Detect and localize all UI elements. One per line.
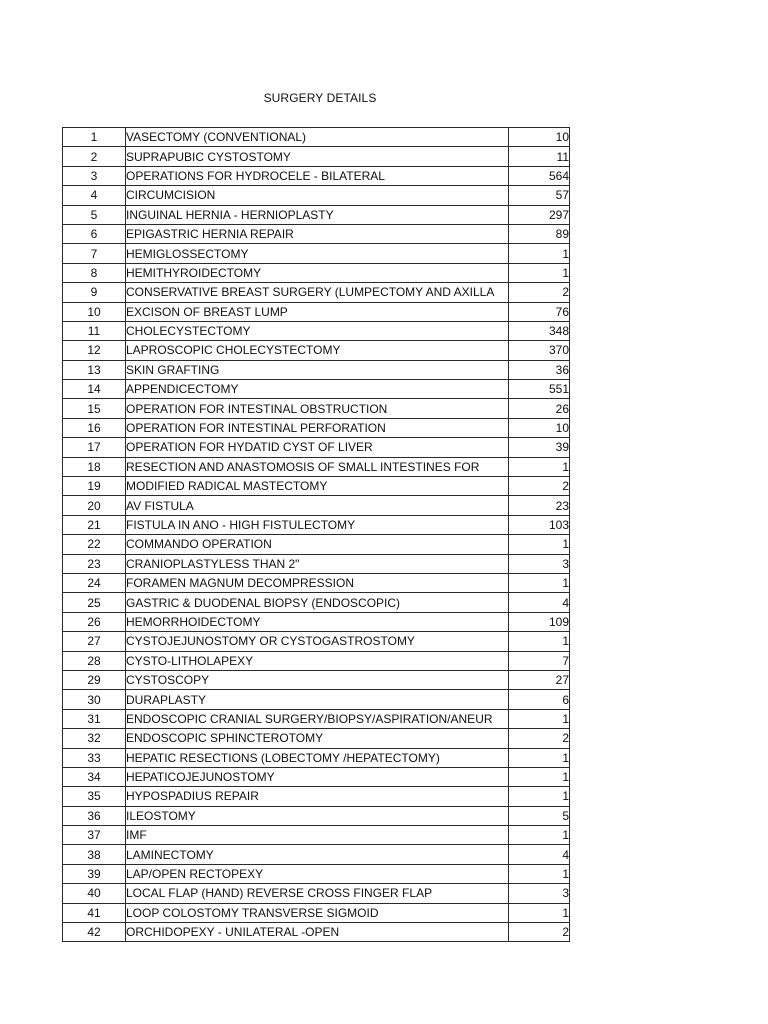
surgery-name: FORAMEN MAGNUM DECOMPRESSION: [126, 573, 509, 592]
surgery-count: 27: [509, 670, 570, 689]
surgery-count: 23: [509, 496, 570, 515]
table-row: [63, 283, 570, 302]
table-row: [63, 399, 570, 418]
surgery-name: CRANIOPLASTYLESS THAN 2": [126, 554, 509, 573]
row-number: 26: [63, 612, 126, 631]
row-number: 16: [63, 418, 126, 437]
table-row: [63, 767, 570, 786]
row-number: 17: [63, 438, 126, 457]
page-title: SURGERY DETAILS: [263, 91, 377, 105]
table-row: [63, 690, 570, 709]
surgery-name: EPIGASTRIC HERNIA REPAIR: [126, 224, 509, 243]
row-number: 6: [63, 224, 126, 243]
table-row: [63, 826, 570, 845]
surgery-name: ILEOSTOMY: [126, 806, 509, 825]
table-row: [63, 128, 570, 147]
surgery-count: 7: [509, 651, 570, 670]
row-number: 28: [63, 651, 126, 670]
surgery-count: 109: [509, 612, 570, 631]
row-number: 32: [63, 729, 126, 748]
row-number: 36: [63, 806, 126, 825]
table-row: [63, 244, 570, 263]
row-number: 29: [63, 670, 126, 689]
surgery-count: 564: [509, 166, 570, 185]
table-row: [63, 224, 570, 243]
row-number: 40: [63, 884, 126, 903]
surgery-name: IMF: [126, 826, 509, 845]
surgery-count: 2: [509, 729, 570, 748]
surgery-name: MODIFIED RADICAL MASTECTOMY: [126, 477, 509, 496]
row-number: 18: [63, 457, 126, 476]
surgery-name: OPERATIONS FOR HYDROCELE - BILATERAL: [126, 166, 509, 185]
row-number: 31: [63, 709, 126, 728]
table-row: [63, 341, 570, 360]
row-number: 3: [63, 166, 126, 185]
table-row: [63, 787, 570, 806]
row-number: 23: [63, 554, 126, 573]
table-row: [63, 535, 570, 554]
surgery-count: 1: [509, 709, 570, 728]
table-row: [63, 380, 570, 399]
row-number: 12: [63, 341, 126, 360]
row-number: 24: [63, 573, 126, 592]
table-row: [63, 651, 570, 670]
surgery-count: 10: [509, 418, 570, 437]
surgery-count: 2: [509, 477, 570, 496]
surgery-name: VASECTOMY (CONVENTIONAL): [126, 128, 509, 147]
table-row: [63, 360, 570, 379]
surgery-name: HEPATIC RESECTIONS (LOBECTOMY /HEPATECTOMY): [126, 748, 509, 767]
surgery-count: 1: [509, 244, 570, 263]
table-body: [63, 128, 570, 942]
surgery-name: OPERATION FOR INTESTINAL OBSTRUCTION: [126, 399, 509, 418]
table-row: [63, 903, 570, 922]
row-number: 5: [63, 205, 126, 224]
row-number: 41: [63, 903, 126, 922]
row-number: 1: [63, 128, 126, 147]
surgery-name: FISTULA IN ANO - HIGH FISTULECTOMY: [126, 515, 509, 534]
surgery-name: OPERATION FOR HYDATID CYST OF LIVER: [126, 438, 509, 457]
table-row: [63, 263, 570, 282]
table-row: [63, 845, 570, 864]
surgery-count: 1: [509, 767, 570, 786]
row-number: 2: [63, 147, 126, 166]
surgery-count: 11: [509, 147, 570, 166]
surgery-count: 57: [509, 186, 570, 205]
surgery-name: HEMITHYROIDECTOMY: [126, 263, 509, 282]
surgery-count: 76: [509, 302, 570, 321]
surgery-name: AV FISTULA: [126, 496, 509, 515]
surgery-count: 1: [509, 864, 570, 883]
surgery-name: ENDOSCOPIC SPHINCTEROTOMY: [126, 729, 509, 748]
surgery-name: SKIN GRAFTING: [126, 360, 509, 379]
surgery-name: HYPOSPADIUS REPAIR: [126, 787, 509, 806]
surgery-count: 1: [509, 903, 570, 922]
row-number: 4: [63, 186, 126, 205]
surgery-count: 1: [509, 787, 570, 806]
row-number: 8: [63, 263, 126, 282]
row-number: 7: [63, 244, 126, 263]
table-row: [63, 729, 570, 748]
row-number: 27: [63, 632, 126, 651]
row-number: 15: [63, 399, 126, 418]
table-row: [63, 496, 570, 515]
surgery-count: 1: [509, 535, 570, 554]
surgery-count: 89: [509, 224, 570, 243]
surgery-count: 3: [509, 554, 570, 573]
surgery-name: RESECTION AND ANASTOMOSIS OF SMALL INTESTINES FOR: [126, 457, 509, 476]
table-row: [63, 593, 570, 612]
row-number: 35: [63, 787, 126, 806]
row-number: 11: [63, 321, 126, 340]
surgery-name: DURAPLASTY: [126, 690, 509, 709]
row-number: 21: [63, 515, 126, 534]
table-row: [63, 884, 570, 903]
surgery-count: 6: [509, 690, 570, 709]
surgery-name: LAMINECTOMY: [126, 845, 509, 864]
table-row: [63, 864, 570, 883]
surgery-name: OPERATION FOR INTESTINAL PERFORATION: [126, 418, 509, 437]
table-row: [63, 612, 570, 631]
surgery-count: 39: [509, 438, 570, 457]
table-row: [63, 186, 570, 205]
surgery-count: 1: [509, 263, 570, 282]
row-number: 30: [63, 690, 126, 709]
surgery-count: 1: [509, 632, 570, 651]
table-row: [63, 670, 570, 689]
surgery-name: LAPROSCOPIC CHOLECYSTECTOMY: [126, 341, 509, 360]
row-number: 25: [63, 593, 126, 612]
table-row: [63, 457, 570, 476]
surgery-name: CONSERVATIVE BREAST SURGERY (LUMPECTOMY AND AXILLA: [126, 283, 509, 302]
surgery-count: 26: [509, 399, 570, 418]
row-number: 37: [63, 826, 126, 845]
surgery-count: 551: [509, 380, 570, 399]
table-row: [63, 147, 570, 166]
surgery-count: 1: [509, 573, 570, 592]
surgery-count: 4: [509, 593, 570, 612]
surgery-name: LOOP COLOSTOMY TRANSVERSE SIGMOID: [126, 903, 509, 922]
table-row: [63, 709, 570, 728]
surgery-count: 2: [509, 283, 570, 302]
surgery-count: 103: [509, 515, 570, 534]
surgery-name: HEMIGLOSSECTOMY: [126, 244, 509, 263]
surgery-name: CYSTOJEJUNOSTOMY OR CYSTOGASTROSTOMY: [126, 632, 509, 651]
surgery-name: HEPATICOJEJUNOSTOMY: [126, 767, 509, 786]
surgery-count: 10: [509, 128, 570, 147]
row-number: 39: [63, 864, 126, 883]
surgery-count: 2: [509, 923, 570, 942]
surgery-count: 348: [509, 321, 570, 340]
table-row: [63, 515, 570, 534]
row-number: 34: [63, 767, 126, 786]
surgery-name: LAP/OPEN RECTOPEXY: [126, 864, 509, 883]
surgery-count: 36: [509, 360, 570, 379]
table-row: [63, 302, 570, 321]
table-row: [63, 573, 570, 592]
surgery-name: CIRCUMCISION: [126, 186, 509, 205]
surgery-count: 297: [509, 205, 570, 224]
surgery-name: GASTRIC & DUODENAL BIOPSY (ENDOSCOPIC): [126, 593, 509, 612]
table-row: [63, 166, 570, 185]
row-number: 10: [63, 302, 126, 321]
row-number: 14: [63, 380, 126, 399]
row-number: 13: [63, 360, 126, 379]
row-number: 33: [63, 748, 126, 767]
table-row: [63, 632, 570, 651]
table-row: [63, 438, 570, 457]
surgery-name: CHOLECYSTECTOMY: [126, 321, 509, 340]
row-number: 22: [63, 535, 126, 554]
row-number: 19: [63, 477, 126, 496]
surgery-name: INGUINAL HERNIA - HERNIOPLASTY: [126, 205, 509, 224]
table-row: [63, 321, 570, 340]
row-number: 42: [63, 923, 126, 942]
surgery-name: ORCHIDOPEXY - UNILATERAL -OPEN: [126, 923, 509, 942]
table-row: [63, 748, 570, 767]
surgery-name: LOCAL FLAP (HAND) REVERSE CROSS FINGER FLAP: [126, 884, 509, 903]
surgery-count: 4: [509, 845, 570, 864]
surgery-name: ENDOSCOPIC CRANIAL SURGERY/BIOPSY/ASPIRATION/ANEUR: [126, 709, 509, 728]
row-number: 38: [63, 845, 126, 864]
surgery-name: APPENDICECTOMY: [126, 380, 509, 399]
table-row: [63, 923, 570, 942]
surgery-count: 370: [509, 341, 570, 360]
surgery-name: COMMANDO OPERATION: [126, 535, 509, 554]
table-row: [63, 806, 570, 825]
surgery-table: [62, 127, 570, 942]
surgery-name: CYSTO-LITHOLAPEXY: [126, 651, 509, 670]
table-row: [63, 418, 570, 437]
table-row: [63, 477, 570, 496]
table-row: [63, 205, 570, 224]
table-row: [63, 554, 570, 573]
surgery-name: HEMORRHOIDECTOMY: [126, 612, 509, 631]
surgery-count: 1: [509, 826, 570, 845]
surgery-name: SUPRAPUBIC CYSTOSTOMY: [126, 147, 509, 166]
surgery-count: 1: [509, 457, 570, 476]
surgery-count: 5: [509, 806, 570, 825]
row-number: 20: [63, 496, 126, 515]
surgery-name: EXCISON OF BREAST LUMP: [126, 302, 509, 321]
row-number: 9: [63, 283, 126, 302]
surgery-count: 1: [509, 748, 570, 767]
surgery-name: CYSTOSCOPY: [126, 670, 509, 689]
surgery-count: 3: [509, 884, 570, 903]
